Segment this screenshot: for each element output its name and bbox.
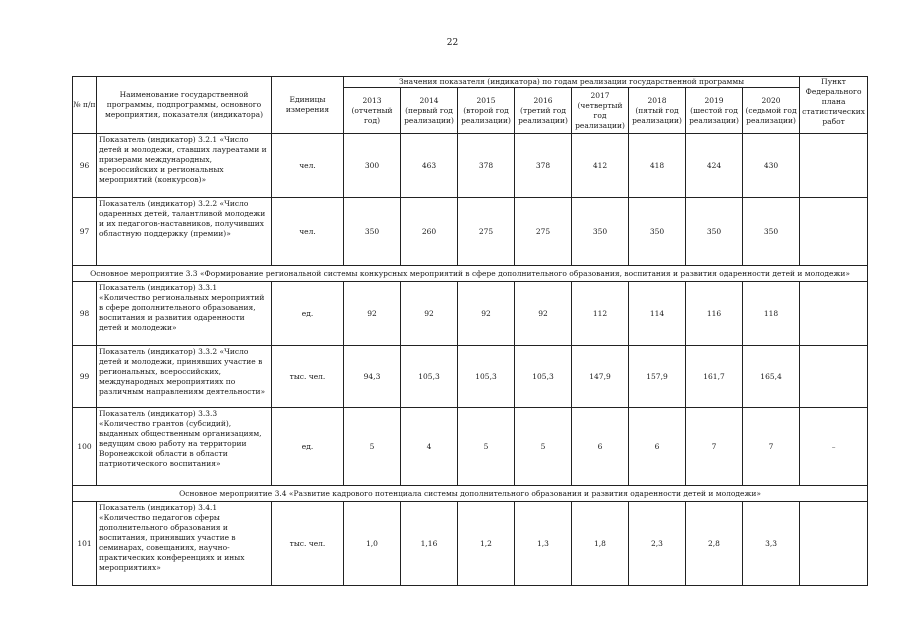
row-num: 98	[73, 282, 97, 346]
row-num: 100	[73, 408, 97, 486]
value-cell: 165,4	[743, 346, 800, 408]
value-cell: 350	[629, 198, 686, 266]
header-federal-plan: Пункт Федерального плана статистических работ	[800, 77, 868, 134]
value-cell: 5	[344, 408, 401, 486]
value-cell: 92	[458, 282, 515, 346]
row-num: 101	[73, 502, 97, 586]
value-cell: 463	[401, 134, 458, 198]
value-cell: 350	[572, 198, 629, 266]
value-cell: 94,3	[344, 346, 401, 408]
federal-cell	[800, 198, 868, 266]
value-cell: 105,3	[458, 346, 515, 408]
header-values-group: Значения показателя (индикатора) по годам реализации государственной программы	[344, 77, 800, 88]
value-cell: 418	[629, 134, 686, 198]
value-cell: 378	[515, 134, 572, 198]
value-cell: 6	[572, 408, 629, 486]
header-year: 2020 (седьмой год реализации)	[743, 88, 800, 134]
section-heading-3-3: Основное мероприятие 3.3 «Формирование региональной системы конкурсных мероприятий в сфере дополнительного образования, воспитания и развития одаренности детей и молодежи»	[73, 266, 868, 282]
value-cell: 275	[458, 198, 515, 266]
value-cell: 92	[401, 282, 458, 346]
value-cell: 112	[572, 282, 629, 346]
header-units: Единицы измерения	[272, 77, 344, 134]
page-number: 22	[446, 38, 459, 48]
value-cell: 1,2	[458, 502, 515, 586]
indicator-name: Показатель (индикатор) 3.2.2 «Число одаренных детей, талантливой молодежи и их педагогов-наставников, получивших областную поддержку (премии)»	[97, 198, 272, 266]
value-cell: 430	[743, 134, 800, 198]
header-year: 2013 (отчетный год)	[344, 88, 401, 134]
value-cell: 350	[743, 198, 800, 266]
value-cell: 92	[515, 282, 572, 346]
unit-cell: тыс. чел.	[272, 346, 344, 408]
section-heading-3-4: Основное мероприятие 3.4 «Развитие кадрового потенциала системы дополнительного образования и развития одаренности детей и молодежи»	[73, 486, 868, 502]
value-cell: 412	[572, 134, 629, 198]
table-row	[73, 502, 868, 586]
indicator-name: Показатель (индикатор) 3.2.1 «Число детей и молодежи, ставших лауреатами и призерами международных, всероссийских и региональных мероприятий (конкурсов)»	[97, 134, 272, 198]
header-year: 2015 (второй год реализации)	[458, 88, 515, 134]
value-cell: 300	[344, 134, 401, 198]
value-cell: 4	[401, 408, 458, 486]
value-cell: 1,3	[515, 502, 572, 586]
value-cell: 6	[629, 408, 686, 486]
federal-cell	[800, 502, 868, 586]
header-year: 2016 (третий год реализации)	[515, 88, 572, 134]
value-cell: 118	[743, 282, 800, 346]
federal-cell	[800, 282, 868, 346]
value-cell: 147,9	[572, 346, 629, 408]
header-num: № п/п	[73, 77, 97, 134]
value-cell: 7	[743, 408, 800, 486]
value-cell: 116	[686, 282, 743, 346]
table-row	[73, 408, 868, 486]
value-cell: 1,8	[572, 502, 629, 586]
federal-cell	[800, 346, 868, 408]
unit-cell: чел.	[272, 198, 344, 266]
value-cell: 92	[344, 282, 401, 346]
table-row	[73, 282, 868, 346]
indicators-table	[72, 76, 868, 586]
header-name: Наименование государственной программы, подпрограммы, основного мероприятия, показателя (индикатора)	[97, 77, 272, 134]
value-cell: 1,16	[401, 502, 458, 586]
row-num: 97	[73, 198, 97, 266]
indicator-name: Показатель (индикатор) 3.3.3 «Количество грантов (субсидий), выданных общественным организациям, ведущим свою работу на территории Воронежской области в области патриотического воспитания»	[97, 408, 272, 486]
value-cell: 378	[458, 134, 515, 198]
value-cell: 157,9	[629, 346, 686, 408]
value-cell: 2,8	[686, 502, 743, 586]
header-year: 2014 (первый год реализации)	[401, 88, 458, 134]
value-cell: 275	[515, 198, 572, 266]
header-year: 2018 (пятый год реализации)	[629, 88, 686, 134]
row-num: 96	[73, 134, 97, 198]
value-cell: 161,7	[686, 346, 743, 408]
value-cell: 5	[458, 408, 515, 486]
unit-cell: тыс. чел.	[272, 502, 344, 586]
value-cell: 1,0	[344, 502, 401, 586]
indicator-name: Показатель (индикатор) 3.4.1 «Количество педагогов сферы дополнительного образования и воспитания, принявших участие в семинарах, совещаниях, научно-практических конференциях и иных мероприятиях»	[97, 502, 272, 586]
value-cell: 350	[686, 198, 743, 266]
value-cell: 105,3	[515, 346, 572, 408]
federal-cell	[800, 134, 868, 198]
value-cell: 7	[686, 408, 743, 486]
table-row	[73, 134, 868, 198]
row-num: 99	[73, 346, 97, 408]
unit-cell: чел.	[272, 134, 344, 198]
unit-cell: ед.	[272, 282, 344, 346]
table-row	[73, 346, 868, 408]
header-year: 2019 (шестой год реализации)	[686, 88, 743, 134]
unit-cell: ед.	[272, 408, 344, 486]
value-cell: 2,3	[629, 502, 686, 586]
indicator-name: Показатель (индикатор) 3.3.2 «Число детей и молодежи, принявших участие в региональных, всероссийских, международных мероприятиях по различным направлениям деятельности»	[97, 346, 272, 408]
value-cell: 260	[401, 198, 458, 266]
value-cell: 114	[629, 282, 686, 346]
value-cell: 105,3	[401, 346, 458, 408]
value-cell: 350	[344, 198, 401, 266]
table-row	[73, 198, 868, 266]
value-cell: 424	[686, 134, 743, 198]
value-cell: 5	[515, 408, 572, 486]
value-cell: 3,3	[743, 502, 800, 586]
indicator-name: Показатель (индикатор) 3.3.1 «Количество региональных мероприятий в сфере дополнительного образования, воспитания и развития одаренности детей и молодежи»	[97, 282, 272, 346]
header-year: 2017 (четвертый год реализации)	[572, 88, 629, 134]
federal-cell: –	[800, 408, 868, 486]
